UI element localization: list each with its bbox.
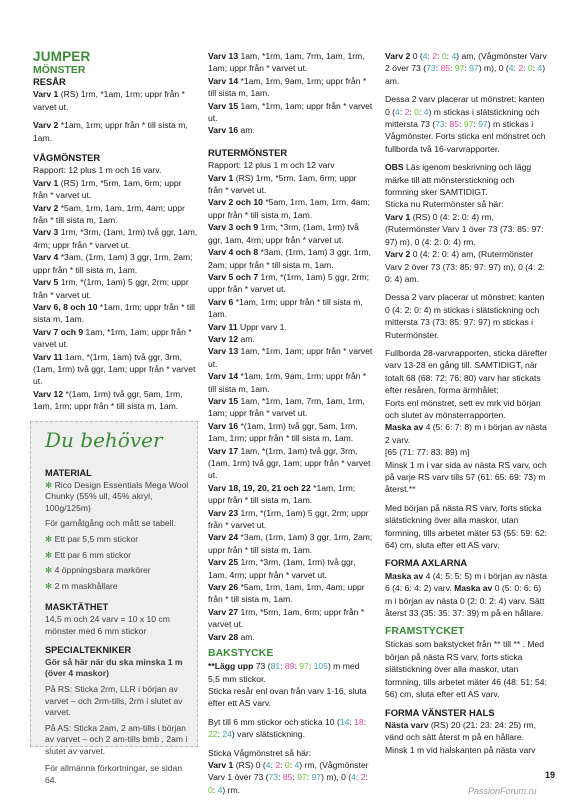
asterisk-icon: ✻ xyxy=(45,479,55,490)
material-item: ✻ 4 öppningsbara markörer xyxy=(45,565,151,576)
ruter-row: Varv 1 (RS) 1rm, *5rm, 1am, 6rm; uppr från * varvet ut. xyxy=(208,172,357,196)
vag-row: Varv 5 1rm, *(1rm, 1am) 5 ggr, 2rm; uppr från * varvet ut. xyxy=(33,277,189,300)
ruter-row: Varv 27 1rm, *5rm, 1am, 6rm; uppr från * varvet ut. xyxy=(208,606,365,630)
repeat-note: Fullborda 28-varvrapporten, sticka därefter varv 13-28 en gång till. SAMTIDIGT, när totalt 68 (68: 72: 76: 80) varv har stickats efter resåren, forma ärmhålet: xyxy=(385,347,548,396)
material-yarn: ✻ Rico Design Essentials Mega Wool Chunky (55% ull, 45% akryl, 100g/125m) xyxy=(45,479,189,513)
vag-row: Varv 15 1am, *1rm, 1am; uppr från * varvet ut. xyxy=(208,100,373,124)
resar-row-1: Varv 1 (RS) 1rm, *1am, 1rm; uppr från * varvet ut. xyxy=(33,89,185,112)
asterisk-icon: ✻ xyxy=(45,565,55,576)
pattern-placement: Dessa 2 varv placerar ut mönstret: kanten 0 (4: 2: 0: 4) m stickas i slätstickning och mittersta 73 (73: 85: 97: 97) m stickas i Vågmönster. Forts sticka enl mönstret och fullborda två 16-varvrapporter. xyxy=(385,94,546,154)
material-item: ✻ Ett par 5,5 mm stickor xyxy=(45,533,139,544)
special-as: På AS: Sticka 2am, 2 am-tills i början av varvet – och 2 am-tills bmb , 2am i slutet av varvet. xyxy=(45,722,188,756)
ruter-row: Varv 2 och 10 *5am, 1rm, 1am, 1rm, 4am; uppr från * till sista m, 1am. xyxy=(208,197,370,220)
ruter-row: Varv 15 1am, *1rm, 1am, 7rm, 1am, 1rm, 1am; uppr från * varvet ut. xyxy=(208,395,365,419)
decrease-note: Minsk 1 m i var sida av nästa RS varv, och på varje RS varv tills 57 (61: 65: 69: 73) m återst.** xyxy=(385,459,547,495)
framstycket-text: Stickas som bakstycket från ** till ** . Med början på nästa RS varv, forts sticka slätstickning över alla maskor, utan formning, tills arbetet mäter 46 (48: 51: 54: 56) cm, sluta efter ett AS varv. xyxy=(385,639,547,700)
vag-row: Varv 7 och 9 1am, *1rm, 1am; uppr från * varvet ut. xyxy=(33,326,192,350)
column-middle xyxy=(208,50,373,796)
resar-row-2: Varv 2 *1am, 1rm; uppr från * till sista m, 1am. xyxy=(33,120,188,143)
special-decrease-title: Gör så här när du ska minska 1 m (över 4 maskor) xyxy=(45,656,183,679)
vag-row: Varv 4 *3am, (1rm, 1am) 3 ggr, 1rm, 2am; uppr från * till sista m, 1am. xyxy=(33,252,193,275)
shoulders-heading: FORMA AXLARNA xyxy=(385,557,468,569)
material-item: ✻ 2 m maskhållare xyxy=(45,580,118,591)
watermark: PassionForum.ru xyxy=(468,786,537,796)
resar-heading: RESÅR xyxy=(33,76,66,87)
ruter-row: Varv 3 och 9 1rm, *3rm, (1am, 1rm) två ggr, 1am, 4rm; uppr från * varvet ut. xyxy=(208,222,359,245)
vag-row: Varv 14 *1am, 1rm, 9am, 1rm; uppr från * till sista m, 1am. xyxy=(208,75,367,99)
bak-row-1: Varv 1 (RS) 0 (4: 2: 0: 4) rm, (Vågmönster Varv 1 över 73 (73: 85: 97: 97) m), 0 (4: 2: 0: 4) rm. xyxy=(208,759,369,795)
bak-vag-intro: Sticka Vågmönstret så här: xyxy=(208,747,312,758)
bak-cast-on: **Lägg upp 73 (81: 89: 97: 105) m med 5,5 mm stickor. Sticka resår enl ovan från varv 1-16, sluta efter ett AS varv. xyxy=(208,661,367,709)
special-rs: På RS: Sticka 2rm, LLR i början av varvet – och 2rm-tills, 2rm i slutet av varvet. xyxy=(45,683,183,718)
vag-row: Varv 3 1rm, *3rm, (1am, 1rm) två ggr, 1am, 4rm; uppr från * varvet ut. xyxy=(33,227,198,250)
bind-off-armhole: Maska av 4 (5: 6: 7: 8) m i början av nästa 2 varv. xyxy=(385,422,547,445)
stitch-count: [65 (71: 77: 83: 89) m] xyxy=(385,447,470,458)
ruter-row: Varv 13 1am, *1rm, 1am; uppr från * varvet ut. xyxy=(208,346,373,369)
left-neck-text: Nästa varv (RS) 20 (21: 23: 24: 25) rm, vänd och sätt återst m på en hållare. Minsk 1 m vid halskanten på nästa varv xyxy=(385,719,536,755)
asterisk-icon: ✻ xyxy=(45,533,55,544)
ruter-row: Varv 25 1rm, *3rm, (1am, 1rm) två ggr, 1am, 4rm; uppr från * varvet ut. xyxy=(208,557,356,580)
materials-box xyxy=(30,421,198,786)
vag-row: Varv 2 *5am, 1rm, 1am, 1rm, 4am; uppr från * till sista m, 1am. xyxy=(33,202,185,226)
tension-heading: MASKTÄTHET xyxy=(45,602,109,613)
ruter-heading: RUTERMÖNSTER xyxy=(208,146,288,158)
ruter-row: Varv 23 1rm, *(1rm, 1am) 5 ggr, 2rm; uppr från * varvet ut. xyxy=(208,507,369,531)
ruter-row: Varv 5 och 7 1rm, *(1rm, 1am) 5 ggr, 2rm; uppr från * varvet ut. xyxy=(208,271,369,295)
ruter-row: Varv 28 am. xyxy=(208,631,255,642)
ruter-row: Varv 24 *3am, (1rm, 1am) 3 ggr, 1rm, 2am; uppr från * till sista m, 1am. xyxy=(208,532,373,555)
pattern-title: JUMPER xyxy=(33,49,91,64)
back-row-2: Varv 2 0 (4: 2: 0: 4) am, (Vågmönster Varv 2 över 73 (73: 85: 97: 97) m), 0 (4: 2: 0: 4) am. xyxy=(385,51,547,86)
ruter-row: Varv 26 *5am, 1rm, 1am, 1rm, 4am; uppr från * till sista m, 1am. xyxy=(208,582,365,605)
ruter-row: Varv 12 am. xyxy=(208,333,255,344)
vag-row: Varv 16 am. xyxy=(208,125,255,136)
tension-text: 14,5 m och 24 varv = 10 x 10 cm mönster med 6 mm stickor xyxy=(45,613,170,636)
vag-rows xyxy=(33,177,198,413)
material-yarn-note: För garnåtgång och mått se tabell. xyxy=(45,518,176,529)
materials-box-title: Du behöver xyxy=(45,428,163,452)
vag-row: Varv 13 1am, *1rm, 1am, 7rm, 1am, 1rm, 1am; uppr från * varvet ut. xyxy=(208,51,365,74)
vag-row: Varv 6, 8 och 10 *1am, 1rm; uppr från * till sista m, 1am. xyxy=(33,301,195,325)
ruter-row: Varv 18, 19, 20, 21 och 22 *1am, 1rm; uppr från * till sista m, 1am. xyxy=(208,482,356,506)
page-number: 19 xyxy=(545,770,556,780)
asterisk-icon: ✻ xyxy=(45,580,55,591)
ruter-row: Varv 17 1am, *(1rm, 1am) två ggr, 3rm, (1am, 1rm) två ggr, 1am; uppr från * varvet ut. xyxy=(208,445,371,481)
vag-heading: VÅGMÖNSTER xyxy=(33,152,101,164)
column-right xyxy=(385,50,550,756)
materials-box-content xyxy=(45,462,189,791)
abbreviations-note: För allmänna förkortningar, se sidan 64. xyxy=(45,763,183,786)
vag-row: Varv 11 1am, *(1rm, 1am) två ggr, 3rm, (1am, 1rm) två ggr, 1am; uppr från * varvet ut. xyxy=(33,351,196,387)
section-subtitle: MÖNSTER xyxy=(33,64,86,76)
obs-note: OBS Läs igenom beskrivning och lägg märke till att mönsterstickning och formning sker SAMTIDIGT. Sticka nu Rutermönster så här: Varv 1 (RS) 0 (4: 2: 0: 4) rm, (Rutermönster Varv 1 över 73 (73: 85: 97: 97) m), 0 (4: 2: 0: 4) rm. Varv 2 0 (4: 2: 0: 4) am, (Rutermönster Varv 2 över 73 (73: 85: 97: 97) m), 0 (4: 2: 0: 4) am. xyxy=(385,162,545,284)
marker-note: Forts enl mönstret, sett ev mrk vid början och slutet av mönsterrapporten. xyxy=(385,397,541,420)
bak-change-needles: Byt till 6 mm stickor och sticka 10 (14: 18: 22: 24) varv slätstickning. xyxy=(208,716,367,740)
ruter-row: Varv 14 *1am, 1rm, 9am, 1rm; uppr från * till sista m, 1am. xyxy=(208,371,367,394)
ruter-row: Varv 11 Uppr varv 1. xyxy=(208,321,287,332)
shoulders-text: Maska av 4 (4: 5: 5: 5) m i början av nästa 6 (4: 6: 4: 2) varv. Maska av 0 (5: 0: 6: 6) m i början av nästa 0 (2: 0: 2: 4) varv. Sätt återst 33 (35: 35: 37: 39) m på en hållare. xyxy=(385,570,547,619)
vag-row: Varv 1 (RS) 1rm, *5rm, 1am, 6rm; uppr från * varvet ut. xyxy=(33,177,182,201)
left-neck-heading: FORMA VÄNSTER HALS xyxy=(385,706,495,718)
asterisk-icon: ✻ xyxy=(45,549,55,560)
column-left xyxy=(33,50,198,413)
vag-rapport: Rapport: 12 plus 1 m och 16 varv. xyxy=(33,165,162,176)
bakstycke-heading: BAKSTYCKE xyxy=(208,647,274,660)
continue-note: Med början på nästa RS varv, forts sticka slätstickning över alla maskor, utan formning, tills arbetet mäter 53 (55: 59: 62: 64) cm, sluta efter ett AS varv. xyxy=(385,502,547,551)
ruter-row: Varv 6 *1am, 1rm; uppr från * till sista m, 1am. xyxy=(208,296,363,320)
vag-row: Varv 12 *(1am, 1rm) två ggr, 5am, 1rm, 1am, 1rm; uppr från * till sista m, 1am. xyxy=(33,388,183,412)
ruter-rapport: Rapport: 12 plus 1 m och 12 varv xyxy=(208,160,335,171)
material-item: ✻ Ett par 6 mm stickor xyxy=(45,549,131,560)
material-heading: MATERIAL xyxy=(45,468,92,478)
ruter-placement: Dessa 2 varv placerar ut mönstret: kanten 0 (4: 2: 0: 4) m stickas i slätstickning och mittersta 73 (73: 85: 97: 97) m stickas i Rutermönster. xyxy=(385,292,545,340)
ruter-row: Varv 16 *(1am, 1rm) två ggr, 5am, 1rm, 1am, 1rm; uppr från * till sista m, 1am. xyxy=(208,420,358,444)
special-heading: SPECIALTEKNIKER xyxy=(45,645,132,656)
framstycket-heading: FRAMSTYCKET xyxy=(385,625,465,638)
ruter-row: Varv 4 och 8 *3am, (1rm, 1am) 3 ggr, 1rm, 2am; uppr från * till sista m, 1am. xyxy=(208,247,371,270)
